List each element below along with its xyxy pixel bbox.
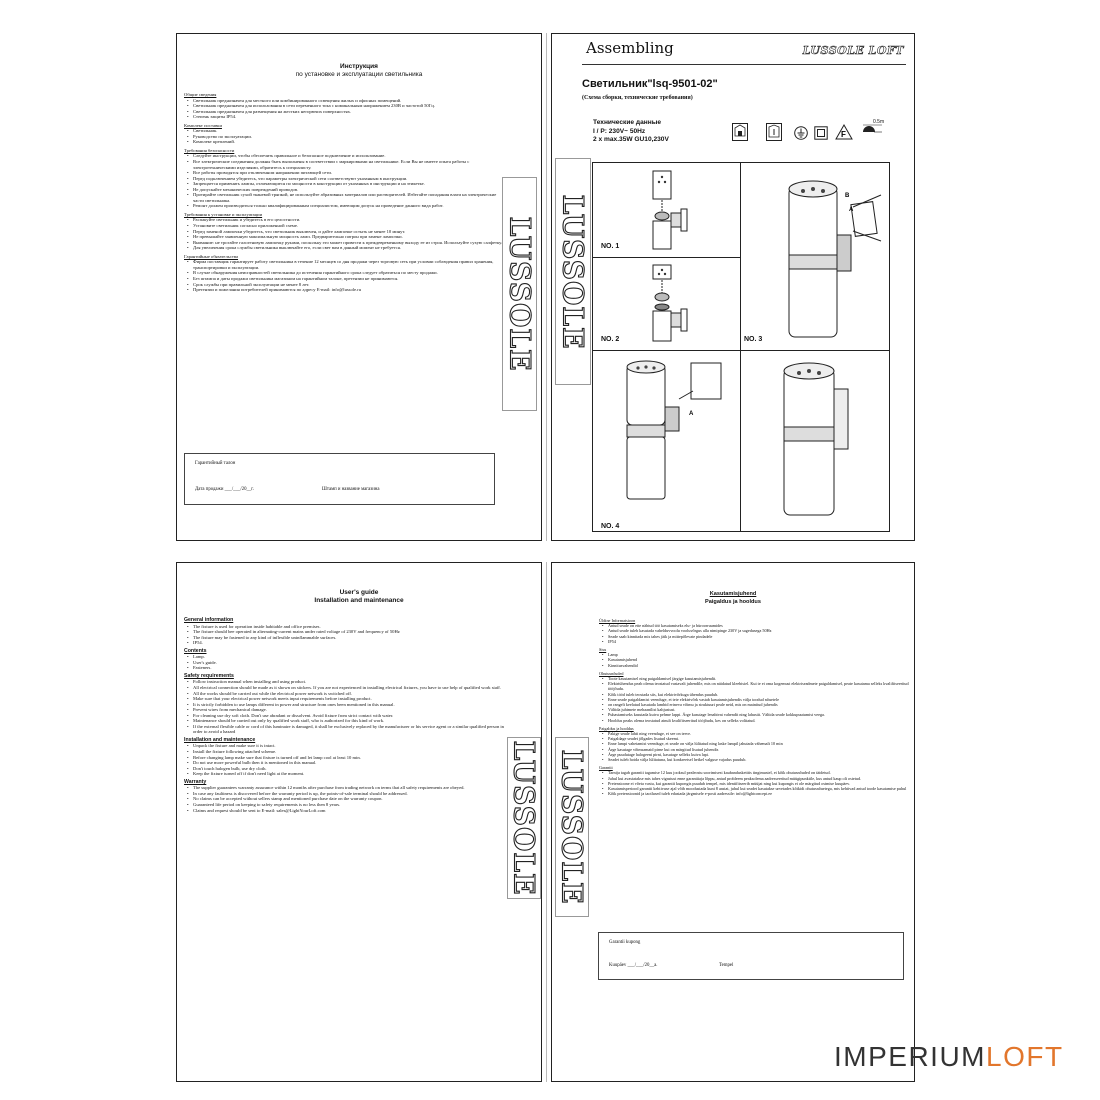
list-item: • IP54 xyxy=(608,639,909,644)
list-item: • Kõik tööd tuleb teostada siis, kui elektrivõrkuga ühendus puudub. xyxy=(608,692,909,697)
et-warranty-coupon xyxy=(598,932,904,980)
list-item: • Hooldus peaks olema teostatud ainult kvalifitseeritud tööjõudu, kes on selleks volitatud. xyxy=(608,718,909,723)
list-item: • Keep the fixture turned off if don't need light at the moment. xyxy=(193,771,504,777)
final-assembled-diagram xyxy=(758,357,884,527)
indoor-use-icon xyxy=(732,123,748,141)
list-item: • Светильник предназначен для использования в сети переменного тока с номинальным напряжением 230В и частотой 50Гц. xyxy=(193,103,504,109)
section-list xyxy=(599,623,909,644)
section-heading: Contents xyxy=(184,647,207,654)
en-title-line-1: User's guide xyxy=(339,589,379,596)
list-item: • Все электрические соединения должны быть выполнены в соответствии с маркировками на светильнике. Если Вы не имеете опыта работы с электротехническими изделиями, обратитесь к специалисту. xyxy=(193,159,504,170)
step-4-diagram xyxy=(601,355,737,525)
imperium-loft-logo xyxy=(834,1041,1064,1073)
list-item: • Enne seade paigaldamist veenduge, et teie elektrivõrk vastab kasutamisjuhendis välja toodud nõuetele xyxy=(608,697,909,702)
et-title-line-2: Paigaldus ja hooldus xyxy=(705,599,761,605)
list-item: • Внимание: не трогайте галогеновую лампочку руками, поскольку это может привести к преждевременному выходу ее из строя. Используйте сухую салфетку. xyxy=(193,240,504,246)
list-item: • Не превышайте заявленную максимальную мощность ламп. Предварительно патрон при замене лампочки. xyxy=(193,234,504,240)
lussole-logo-stamp xyxy=(502,177,537,411)
section-heading: Warranty xyxy=(184,778,207,785)
class-icon xyxy=(814,126,828,140)
list-item: • Светильник предназначен для местного или комбинированного освещения жилых и офисных помещений. xyxy=(193,98,504,104)
list-item: • Ärge kasutage võimsamaid pirne kui on märgitud lisatud juhendis xyxy=(608,747,909,752)
list-item: • Claims and request should be sent to E-mail: sales@LightYourLoft.com xyxy=(193,808,504,814)
list-item: • The fixture is used for operation inside habitable and office premises. xyxy=(193,624,504,630)
step-1-diagram xyxy=(633,169,693,251)
section-heading: Требования безопасности xyxy=(184,147,235,153)
list-item: • No claims can be accepted without sellers stamp and mentioned purchase date on the warranty coupon. xyxy=(193,796,504,802)
list-item: • All electrical connection should be made as it shown on stickers. If you are not experienced in installing electrical fixtures, you have to use help of qualified work staff. xyxy=(193,685,504,691)
list-item: • Fasteners. xyxy=(193,665,504,671)
list-item: • Before changing lamp make sure that fixture is turned off and let lamp cool at least 10 min. xyxy=(193,755,504,761)
section-heading: Комплект поставки xyxy=(184,122,222,128)
lussole-logo-text: LUSSOLE xyxy=(556,194,590,349)
list-item: • If the external flexible cable or cord of this luminaire is damaged, it shall be exclusively replaced by the manufacturer or his service agent or a similar qualified person in order to avoid a hazard xyxy=(193,724,504,735)
list-item: • Срок службы при правильной эксплуатации не менее 8 лет. xyxy=(193,282,504,288)
russian-instructions-page xyxy=(176,33,542,541)
wall-mount-icon xyxy=(766,123,782,141)
list-item: • For cleaning use dry soft cloth. Don't use abradant or dissolvent. Avoid fixture from strict contact with water. xyxy=(193,713,504,719)
en-title-line-2: Installation and maintenance xyxy=(314,597,404,604)
step-2-diagram xyxy=(633,263,693,345)
list-item: • Kinnitusvahendid xyxy=(608,663,909,668)
list-item: • Ремонт должен производиться только квалифицированным специалистом, имеющим допуск на проведение данного вида работ. xyxy=(193,203,504,209)
section-list xyxy=(184,743,504,776)
list-item: • Lamp xyxy=(608,652,909,657)
lussole-logo-stamp xyxy=(555,737,589,917)
step-2-label: NO. 2 xyxy=(601,336,620,343)
step-1-label: NO. 1 xyxy=(601,243,620,250)
list-item: • Следуйте инструкции, чтобы обеспечить правильное и безопасное подключение и использование. xyxy=(193,153,504,159)
list-item: • Maintenance should be carried out only by qualified work staff, who is authorized for this kind of work. xyxy=(193,718,504,724)
list-item: • Светильник предназначен для размещения на жестких негорючих поверхностях. xyxy=(193,109,504,115)
section-list xyxy=(599,652,909,668)
svg-text:B: B xyxy=(845,193,850,199)
list-item: • Kasutamisjuhend xyxy=(608,657,909,662)
list-item: • Antud seade on ette nähtud töö kasutamiseks elu- ja büroorruumides xyxy=(608,623,909,628)
list-item: • All the works should be carried out while the electrical power network is switched off. xyxy=(193,691,504,697)
section-heading: Гарантийные обязательства xyxy=(184,253,239,259)
page-divider xyxy=(546,33,547,541)
et-title-line-1: Kasutamisjuhend xyxy=(709,591,757,597)
list-item: • Lamp. xyxy=(193,654,504,660)
list-item: • Puhastamiseks kasutada kuiva pehme lappi. Ärge kasutage lenabivat vahendit ning lahustit. Vältida seade kokkupuutumist veega. xyxy=(608,712,909,717)
list-item: • Tarnija tagab garantii tagamise 12 kuu jooksul pealeostu soorimisest kaubandusketttis tingimustel, et kõik ohutusnõuded on täidetud. xyxy=(608,770,909,775)
ru-title-line-1: Инструкция xyxy=(340,63,378,70)
ru-warranty-coupon xyxy=(184,453,495,505)
list-item: • It is strictly forbidden to use lamps different in power and structure from ones been mentioned in this manual. xyxy=(193,702,504,708)
list-item: • on rangelt keelatud kasutada lambid erineva võimu ja struktuuri peale neid, mis on mainitud juhendis xyxy=(608,702,909,707)
list-item: • Pakige seade lahti ning veenduge, et see on terve. xyxy=(608,731,909,736)
brandmark-loft: LOFT xyxy=(986,1041,1064,1072)
section-list xyxy=(184,654,504,671)
list-item: • Не допускайте механических повреждений проводов. xyxy=(193,187,504,193)
section-heading: Требования к установке и эксплуатации xyxy=(184,211,263,217)
lussole-logo-stamp xyxy=(507,737,541,899)
spec-lamps: 2 x max.35W GU10,230V xyxy=(593,136,669,144)
list-item: • Juhul kui avastatakse mis tahes vigastust enne garantiiaja lõppu, antud probleem peaksolema aadresseeritud müügipunktile, kus antud kaup oli ostetud. xyxy=(608,776,909,781)
lussole-loft-logo: LUSSOLE LOFT xyxy=(802,44,904,57)
list-item: • Guaranteed life period on keeping to safety requirements is no less then 8 years. xyxy=(193,802,504,808)
brandmark-imperium: IMPERIUM xyxy=(834,1041,986,1072)
coupon-purchase-date: Kuupäev ___/___/20__a. xyxy=(609,963,658,968)
lussole-logo-stamp xyxy=(555,158,591,385)
ground-icon xyxy=(794,126,808,140)
list-item: • In case any faultiness is discovered before the warranty period is up, the points-of-sale terminal should be addressed. xyxy=(193,791,504,797)
assembly-diagram-grid xyxy=(592,162,890,532)
list-item: • Kõik pretensioonid ja taotlused tuleb edastada järgmisele e-posti aadressile: info@lightconcept.ee xyxy=(608,791,909,796)
list-item: • IP54. xyxy=(193,640,504,646)
list-item: • Руководство по эксплуатации. xyxy=(193,134,504,140)
ru-title xyxy=(177,63,541,79)
section-list xyxy=(184,217,504,250)
section-heading: Garantii xyxy=(599,765,613,771)
section-list xyxy=(184,785,504,813)
header-rule xyxy=(582,64,906,65)
list-item: • Vältida juhtmete mehaanilist kahjustust. xyxy=(608,707,909,712)
list-item: • Antud seade tuleb kasutada vahelduvvoolu vooluvõrgus alla nimipinge 230V ja sagedusega 50Hz xyxy=(608,628,909,633)
list-item: • Степень защиты IP54. xyxy=(193,114,504,120)
lussole-logo-text: LUSSOLE xyxy=(503,216,536,372)
section-heading: Paigaldus ja hooldus xyxy=(599,725,634,731)
assembling-page xyxy=(551,33,915,541)
coupon-title: Garantii kupong xyxy=(609,940,641,945)
step-3-diagram xyxy=(753,167,887,347)
section-list xyxy=(599,731,909,762)
list-item: • Для увеличения срока службы светильника выключайте его, если свет вам в данный момент не требуется. xyxy=(193,245,504,251)
page-divider xyxy=(546,562,547,1082)
list-item: • Комплект креплений. xyxy=(193,139,504,145)
lussole-logo-text: LUSSOLE xyxy=(555,749,589,905)
list-item: • Enne lampi vahetamist veenduge, et seade on välja lülitatud ning laske lampil jahutada vähemalt 10 min xyxy=(608,741,909,746)
section-heading: Общие сведения xyxy=(184,92,217,97)
estonian-guide-page xyxy=(551,562,915,1082)
list-item: • Фирма поставщик гарантирует работу светильника в течение 12 месяцев со дня продажи через торговую сеть при условии соблюдения правил хранения, транспортировки и эксплуатации. xyxy=(193,259,504,270)
list-item: • Запрещается применять лампы, отличающиеся по мощности в конструкции от указанных в инструкции и на этикетке. xyxy=(193,181,504,187)
english-guide-page xyxy=(176,562,542,1082)
coupon-sale-date: Дата продажи ___/___/20__г. xyxy=(195,487,254,492)
list-item: • Seade saab kinnitada mis tahes jäik ja mittepõlevate pindadele xyxy=(608,634,909,639)
list-item: • Follow instruction manual when installing and using product. xyxy=(193,679,504,685)
svg-text:A: A xyxy=(689,411,694,417)
ru-title-line-2: по установке и эксплуатации светильника xyxy=(295,71,423,78)
section-list xyxy=(184,624,504,646)
spec-header: Технические данные xyxy=(593,119,662,126)
section-heading: Ohutusnõuded xyxy=(599,670,624,676)
list-item: • Elektriühendus peab olema teostatud vastavalt juhendile, mis on näidatud kleebisiel. Kui te ei oma kogemust elektriseadmete paigaldamisel, peate kasutama selleks kvalifitseeritud tööjõudu. xyxy=(608,681,909,691)
coupon-title: Гарантийный талон xyxy=(195,461,236,466)
distance-label: 0.5m xyxy=(873,119,885,125)
list-item: • Unpack the fixture and make sure it is intact. xyxy=(193,743,504,749)
section-heading: Safety requirements xyxy=(184,672,234,679)
list-item: • Распакуйте светильник и убедитесь в его целостности. xyxy=(193,217,504,223)
technical-data xyxy=(593,119,669,145)
coupon-stamp-label: Tempel xyxy=(719,963,734,968)
assembling-title: Assembling xyxy=(586,39,674,57)
list-item: • The supplier guarantees warranty assurance within 12 months after purchase from trading network on terms that all safety requirements are obeyed. xyxy=(193,785,504,791)
list-item: • Все работы проводятся при отключенном напряжении питающей сети. xyxy=(193,170,504,176)
en-body xyxy=(184,615,504,813)
list-item: • Don't touch halogen bulb, use dry cloth. xyxy=(193,766,504,772)
et-body xyxy=(599,615,909,797)
list-item: • Ärge puudutage halogeeni pirni, kasutage selleks kuiva lapi. xyxy=(608,752,909,757)
spec-voltage: I / P: 230V~ 50Hz xyxy=(593,127,646,135)
list-item: • The fixture may be fastened to any kind of inflexible uninflammable surfaces. xyxy=(193,635,504,641)
step-4-label: NO. 4 xyxy=(601,523,620,530)
svg-text:F: F xyxy=(841,130,846,139)
section-heading: Sisu xyxy=(599,647,607,653)
list-item: • Перед заменой лампочки убедитесь, что светильник выключен, и дайте лампочке остыть не менее 10 минут. xyxy=(193,229,504,235)
et-title xyxy=(552,590,914,606)
model-name: Светильник"lsq-9501-02" xyxy=(582,78,718,90)
list-item: • Установите светильник согласно приложенной схеме. xyxy=(193,223,504,229)
list-item: • Протирайте светильник сухой тканевой тряпкой, не используйте абразивных материалов или растворителей. Избегайте попадания влаги на электрические части светильника. xyxy=(193,192,504,203)
lussole-logo-text: LUSSOLE xyxy=(507,740,541,896)
section-list xyxy=(184,98,504,120)
list-item: • User's guide. xyxy=(193,660,504,666)
list-item: • Kasutamisperiood garantii kehtivuse ajal võib moodustada kuni 8 aastat, juhul kui seadet kasutakse urvetades kõikidi ohutusnõuetega, mis kehtivad antud toode kasutamise puhul xyxy=(608,786,909,791)
coupon-stamp-label: Штамп и название магазина xyxy=(322,487,380,492)
section-list xyxy=(184,153,504,208)
ru-body xyxy=(184,89,504,293)
list-item: • Paigaldage seadet jõlgades lisatud skeemi. xyxy=(608,736,909,741)
list-item: • В случае обнаружения неисправностей светильника до истечения гарантийного срока следует обратиться по месту продажи. xyxy=(193,270,504,276)
list-item: • Претензии и пожелания потребителей принимаются по адресу E-mail: info@lussole.ru xyxy=(193,287,504,293)
section-list xyxy=(184,128,504,145)
list-item: • Светильник. xyxy=(193,128,504,134)
list-item: • Seadet tuleb hoida välja lülitatuna, kui konkreetsel hetkel valguse vajadus puudub. xyxy=(608,757,909,762)
en-title xyxy=(177,589,541,605)
flammable-surface-icon xyxy=(835,124,853,140)
section-list xyxy=(184,679,504,734)
list-item: • Pretensioone ei võeta vastu, kui garantii kupongis puudub tempel, mis identifitseerib müüjat ning kui kupongis ei ole märgitud ostmise kuupäev. xyxy=(608,781,909,786)
list-item: • Prevent wires from mechanical damage. xyxy=(193,707,504,713)
section-heading: General information xyxy=(184,617,234,623)
list-item: • Без штампа и даты продажи светильника магазином на гарантийном талоне, претензии не принимаются. xyxy=(193,276,504,282)
list-item: • Toote kasutamisel ning paigaldamisel järgige kasutamisjuhendit. xyxy=(608,676,909,681)
section-heading: Installation and maintenance xyxy=(184,736,256,743)
list-item: • Перед подключением убедитесь, что параметры электрической сети соответствуют указанным в инструкции. xyxy=(193,176,504,182)
list-item: • Do not use more powerful bulb then it is mentioned in this manual. xyxy=(193,760,504,766)
step-3-label: NO. 3 xyxy=(744,336,763,343)
model-subtitle: (Схема сборки, технические требования) xyxy=(582,95,693,101)
section-list xyxy=(599,770,909,796)
svg-text:A: A xyxy=(849,207,854,213)
section-list xyxy=(184,259,504,292)
list-item: • Make sure that your electrical power network meets input requirements before installing product. xyxy=(193,696,504,702)
list-item: • The fixture should bee operated in alternating-current mains under rated voltage of 230V and frequency of 50Hz xyxy=(193,629,504,635)
section-heading: Üldine Informatsioon xyxy=(599,618,636,623)
section-list xyxy=(599,676,909,723)
list-item: • Install the fixture following attached scheme. xyxy=(193,749,504,755)
